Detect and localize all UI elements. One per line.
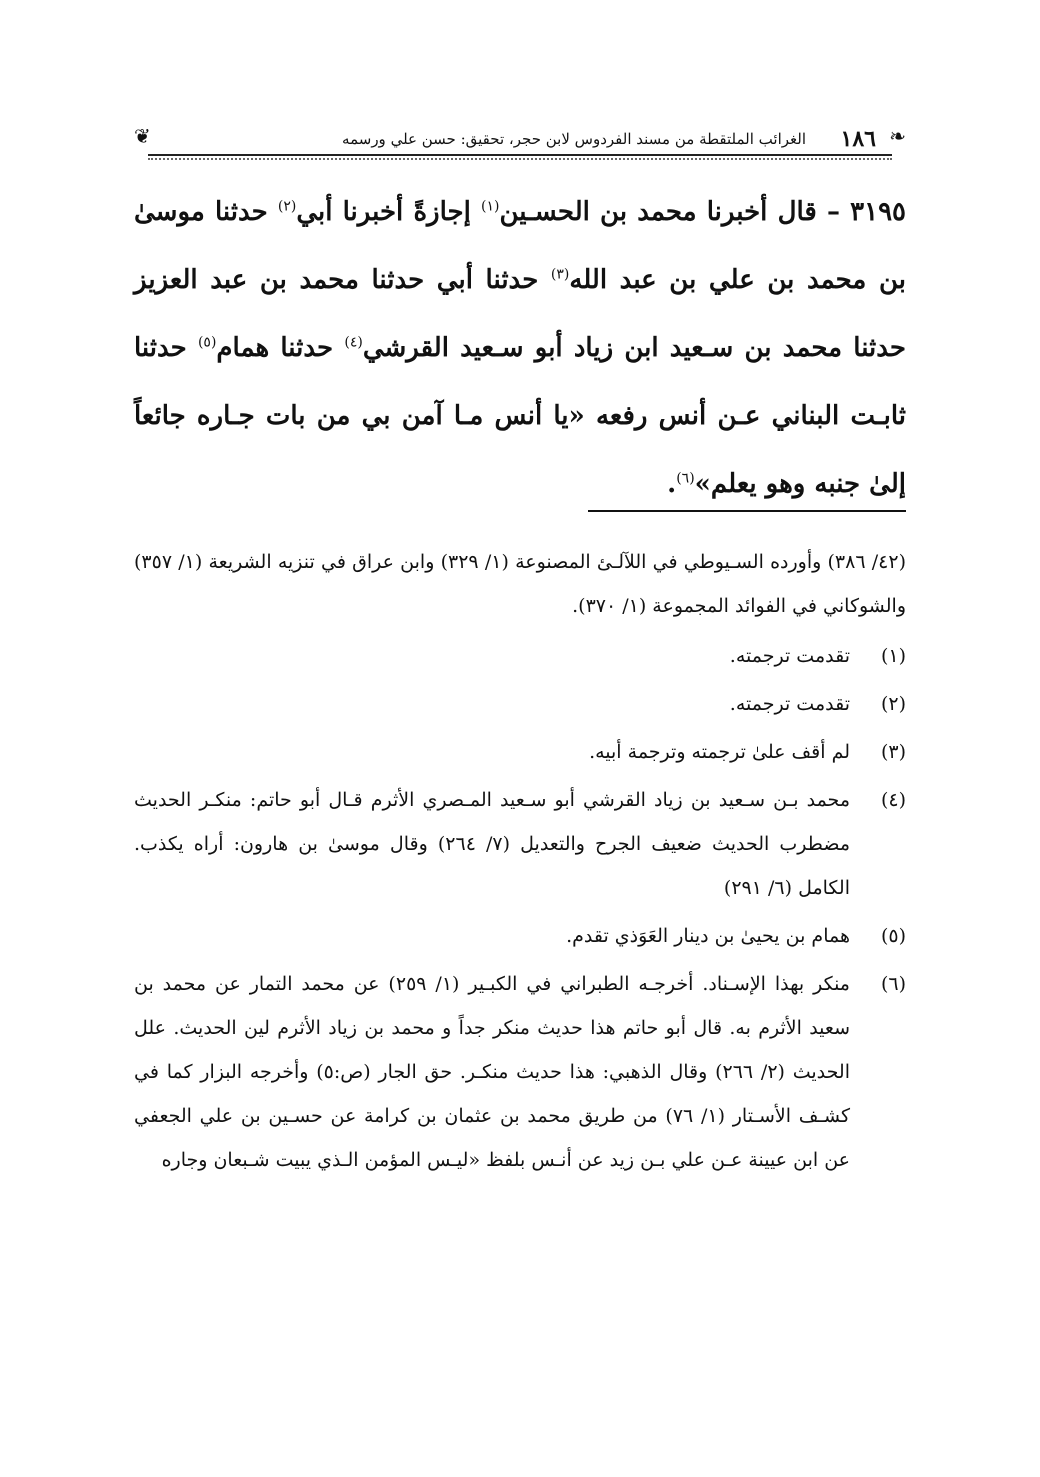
footnote-number: (٦) <box>880 973 906 995</box>
footnote-item <box>134 730 906 774</box>
footnote-ref: (٣) <box>550 266 570 283</box>
footnote-ref: (١) <box>481 198 500 215</box>
footnote-item <box>134 682 906 726</box>
footnote-text: همام بن يحيىٰ بن دينار العَوَذي تقدم. <box>566 925 850 947</box>
header-rule <box>148 154 892 160</box>
isnad-segment: قال أخبرنا محمد بن الحسـين <box>499 197 817 227</box>
footnote-continuation: (٤٢/ ٣٨٦) وأورده السـيوطي في اللآلـئ المصنوعة (١/ ٣٢٩) وابن عراق في تنزيه الشريعة (١/ ٣٥٧) والشوكاني في الفوائد المجموعة (١/ ٣٧٠). <box>134 551 906 617</box>
period: . <box>667 469 677 499</box>
footnote-item <box>134 634 906 678</box>
footnote-number: (٤) <box>880 789 906 811</box>
footnote-ref: (٤) <box>344 334 363 351</box>
footnote-item <box>134 962 906 1182</box>
isnad-segment: حدثنا همام <box>216 333 334 363</box>
footnote-number: (٥) <box>880 925 906 947</box>
header-ornament-right-icon: ❧ <box>889 124 906 148</box>
footnote-text: لم أقف علىٰ ترجمته وترجمة أبيه. <box>589 741 850 763</box>
hadith-matn: يا أنس مـا آمن بي من بات جـاره جائعاً إلىٰ جنبه وهو يعلم <box>134 401 906 499</box>
footnote-ref: (٥) <box>197 334 217 351</box>
quote-close: » <box>694 469 711 499</box>
footnotes <box>134 540 906 1186</box>
isnad-segment: حدثنا ثابـت البناني عـن أنس رفعه « <box>134 333 906 431</box>
hadith-number: ٣١٩٥ – <box>826 197 907 227</box>
hadith-paragraph <box>134 178 906 518</box>
isnad-segment: إجازةً أخبرنا أبي <box>296 197 471 227</box>
header-title: الغرائب الملتقطة من مسند الفردوس لابن حجر، تحقيق: حسن علي ورسمه <box>342 130 806 148</box>
isnad-segment: حدثنا موسىٰ بن محمد بن علي بن عبد الله <box>134 197 906 295</box>
footnote-text: تقدمت ترجمته. <box>729 693 850 715</box>
header-ornament-left-icon: ❦ <box>134 124 151 148</box>
hadith-text <box>134 178 906 518</box>
footnote-item <box>134 778 906 910</box>
footnote-text: منكر بهذا الإسـناد. أخرجـه الطبراني في الكبـير (١/ ٢٥٩) عن محمد التمار عن محمد بن سعيد الأثرم به. قال أبو حاتم هذا حديث منكر جداً و محمد بن زياد الأثرم لين الحديث. علل الحديث (٢/ ٢٦٦) وقال الذهبي: هذا حديث منكـر. حق الجار (ص:٥) وأخرجه البزار كما في كشـف الأسـتار (١/ ٧٦) من طريق محمد بن عثمان بن كرامة عن حسـين بن علي الجعفي عن ابن عيينة عـن علي بـن زيد عن أنـس بلفظ «ليـس المؤمن الـذي يبيت شـبعان وجاره <box>134 973 850 1171</box>
footnote-text: تقدمت ترجمته. <box>729 645 850 667</box>
isnad-segment: حدثنا أبي حدثنا محمد بن عبد العزيز حدثنا محمد بن سـعيد ابن زياد أبو سـعيد القرشي <box>134 265 907 363</box>
running-header <box>134 124 906 164</box>
footnote-text: محمد بـن سـعيد بن زياد القرشي أبو سـعيد المـصري الأثرم قـال أبو حاتم: منكـر الحديث مضطرب الحديث ضعيف الجرح والتعديل (٧/ ٢٦٤) وقال موسىٰ بن هارون: أراه يكذب. الكامل (٦/ ٢٩١) <box>134 789 851 899</box>
footnote-number: (٢) <box>880 693 906 715</box>
footnote-ref: (٢) <box>277 198 297 215</box>
page-number: ١٨٦ <box>840 126 876 152</box>
footnote-divider <box>588 510 906 512</box>
footnote-number: (١) <box>880 645 906 667</box>
footnote-ref: (٦) <box>676 470 695 487</box>
footnote-item <box>134 914 906 958</box>
footnote-number: (٣) <box>880 741 906 763</box>
